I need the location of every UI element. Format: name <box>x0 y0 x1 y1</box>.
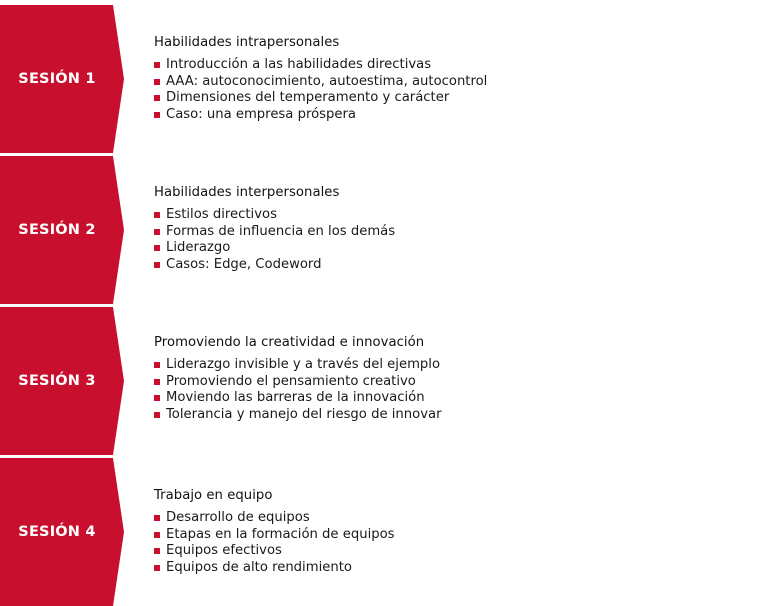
session-label: SESIÓN 1 <box>18 71 96 87</box>
bullet-square-icon <box>154 548 160 554</box>
list-item-text: Introducción a las habilidades directivas <box>166 57 432 72</box>
session-content-3 <box>154 335 754 423</box>
session-block-4 <box>0 458 762 606</box>
session-content-1 <box>154 35 754 123</box>
session-title: Habilidades intrapersonales <box>154 35 340 50</box>
bullet-square-icon <box>154 245 160 251</box>
session-label: SESIÓN 2 <box>18 222 96 238</box>
bullet-square-icon <box>154 515 160 521</box>
list-item <box>154 224 754 241</box>
list-item <box>154 357 754 374</box>
bullet-square-icon <box>154 262 160 268</box>
list-item-text: AAA: autoconocimiento, autoestima, autocontrol <box>166 73 488 89</box>
list-item-text: Desarrollo de equipos <box>166 510 310 525</box>
session-item-list <box>154 357 754 423</box>
list-item-text: Formas de influencia en los demás <box>166 223 396 239</box>
bullet-square-icon <box>154 79 160 85</box>
list-item-text: Caso: una empresa próspera <box>166 106 357 122</box>
list-item-text: Estilos directivos <box>166 207 277 222</box>
bullet-square-icon <box>154 112 160 118</box>
list-item <box>154 107 754 124</box>
bullet-square-icon <box>154 212 160 218</box>
list-item <box>154 257 754 274</box>
list-item <box>154 57 754 74</box>
bullet-square-icon <box>154 62 160 68</box>
session-title: Trabajo en equipo <box>154 488 273 503</box>
list-item <box>154 374 754 391</box>
session-item-list <box>154 510 754 576</box>
session-tab-1 <box>0 5 124 153</box>
list-item <box>154 510 754 527</box>
session-block-1 <box>0 5 762 153</box>
bullet-square-icon <box>154 362 160 368</box>
session-tab-3 <box>0 307 124 455</box>
session-title: Promoviendo la creatividad e innovación <box>154 335 425 350</box>
list-item <box>154 390 754 407</box>
bullet-square-icon <box>154 379 160 385</box>
bullet-square-icon <box>154 412 160 418</box>
list-item <box>154 240 754 257</box>
list-item <box>154 543 754 560</box>
session-item-list <box>154 57 754 123</box>
bullet-square-icon <box>154 95 160 101</box>
session-item-list <box>154 207 754 273</box>
list-item-text: Liderazgo invisible y a través del ejemplo <box>166 357 441 372</box>
session-title: Habilidades interpersonales <box>154 185 340 200</box>
list-item <box>154 207 754 224</box>
list-item-text: Moviendo las barreras de la innovación <box>166 390 425 405</box>
bullet-square-icon <box>154 565 160 571</box>
list-item-text: Equipos de alto rendimiento <box>166 559 352 575</box>
list-item-text: Etapas en la formación de equipos <box>166 526 395 542</box>
list-item-text: Tolerancia y manejo del riesgo de innovar <box>166 406 442 422</box>
list-item <box>154 527 754 544</box>
session-content-2 <box>154 185 754 273</box>
session-tab-4 <box>0 458 124 606</box>
session-label: SESIÓN 4 <box>18 524 96 540</box>
session-tab-2 <box>0 156 124 304</box>
list-item-text: Promoviendo el pensamiento creativo <box>166 373 416 389</box>
list-item <box>154 560 754 577</box>
session-label: SESIÓN 3 <box>18 373 96 389</box>
list-item-text: Liderazgo <box>166 240 231 255</box>
list-item <box>154 90 754 107</box>
bullet-square-icon <box>154 532 160 538</box>
session-block-3 <box>0 307 762 455</box>
list-item-text: Casos: Edge, Codeword <box>166 256 322 272</box>
session-block-2 <box>0 156 762 304</box>
list-item-text: Equipos efectivos <box>166 543 282 558</box>
bullet-square-icon <box>154 229 160 235</box>
list-item-text: Dimensiones del temperamento y carácter <box>166 90 450 105</box>
list-item <box>154 407 754 424</box>
session-content-4 <box>154 488 754 576</box>
bullet-square-icon <box>154 395 160 401</box>
list-item <box>154 74 754 91</box>
